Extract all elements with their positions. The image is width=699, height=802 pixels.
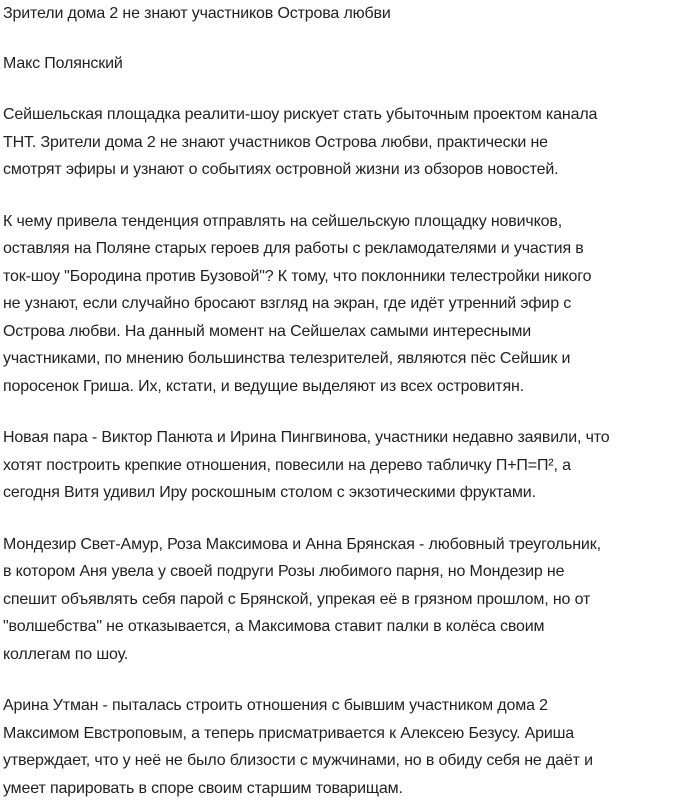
paragraph-line: участниками, по мнению большинства телезрителей, являются пёс Сейшик и [3,345,693,373]
paragraph-line: Сейшельская площадка реалити-шоу рискует стать убыточным проектом канала [3,101,693,129]
paragraph-line: К чему привела тенденция отправлять на сейшельскую площадку новичков, [3,208,693,236]
paragraph-trend [3,208,693,401]
article-author: Макс Полянский [3,50,693,77]
paragraph-line: хотят построить крепкие отношения, повесили на дерево табличку П+П=П², а [3,452,693,480]
article-title: Зрители дома 2 не знают участников Острова любви [3,0,693,27]
paragraph-line: не узнают, если случайно бросают взгляд на экран, где идёт утренний эфир с [3,290,693,318]
paragraph-intro [3,101,693,184]
paragraph-line: поросенок Гриша. Их, кстати, и ведущие выделяют из всех островитян. [3,373,693,401]
paragraph-line: смотрят эфиры и узнают о событиях островной жизни из обзоров новостей. [3,156,693,184]
paragraph-line: умеет парировать в споре своим старшим товарищам. [3,775,693,802]
paragraph-line: ток-шоу "Бородина против Бузовой"? К тому, что поклонники телестройки никого [3,263,693,291]
paragraph-line: Арина Утман - пыталась строить отношения с бывшим участником дома 2 [3,692,693,720]
paragraph-line: Острова любви. На данный момент на Сейшелах самыми интересными [3,318,693,346]
paragraph-line: оставляя на Поляне старых героев для работы с рекламодателями и участия в [3,235,693,263]
paragraph-line: Максимом Евстроповым, а теперь присматривается к Алексею Безусу. Ариша [3,720,693,748]
paragraph-line: утверждает, что у неё не было близости с мужчинами, но в обиду себя не даёт и [3,747,693,775]
paragraph-arina [3,692,693,802]
paragraph-line: коллегам по шоу. [3,641,693,669]
paragraph-line: "волшебства" не отказывается, а Максимова ставит палки в колёса своим [3,613,693,641]
paragraph-new-couple [3,424,693,507]
paragraph-line: Мондезир Свет-Амур, Роза Максимова и Анна Брянская - любовный треугольник, [3,531,693,559]
paragraph-line: в котором Аня увела у своей подруги Розы любимого парня, но Мондезир не [3,558,693,586]
paragraph-line: Новая пара - Виктор Панюта и Ирина Пингвинова, участники недавно заявили, что [3,424,693,452]
paragraph-line: сегодня Витя удивил Иру роскошным столом с экзотическими фруктами. [3,479,693,507]
paragraph-line: спешит объявлять себя парой с Брянской, упрекая её в грязном прошлом, но от [3,586,693,614]
paragraph-line: ТНТ. Зрители дома 2 не знают участников Острова любви, практически не [3,129,693,157]
paragraph-love-triangle [3,531,693,669]
